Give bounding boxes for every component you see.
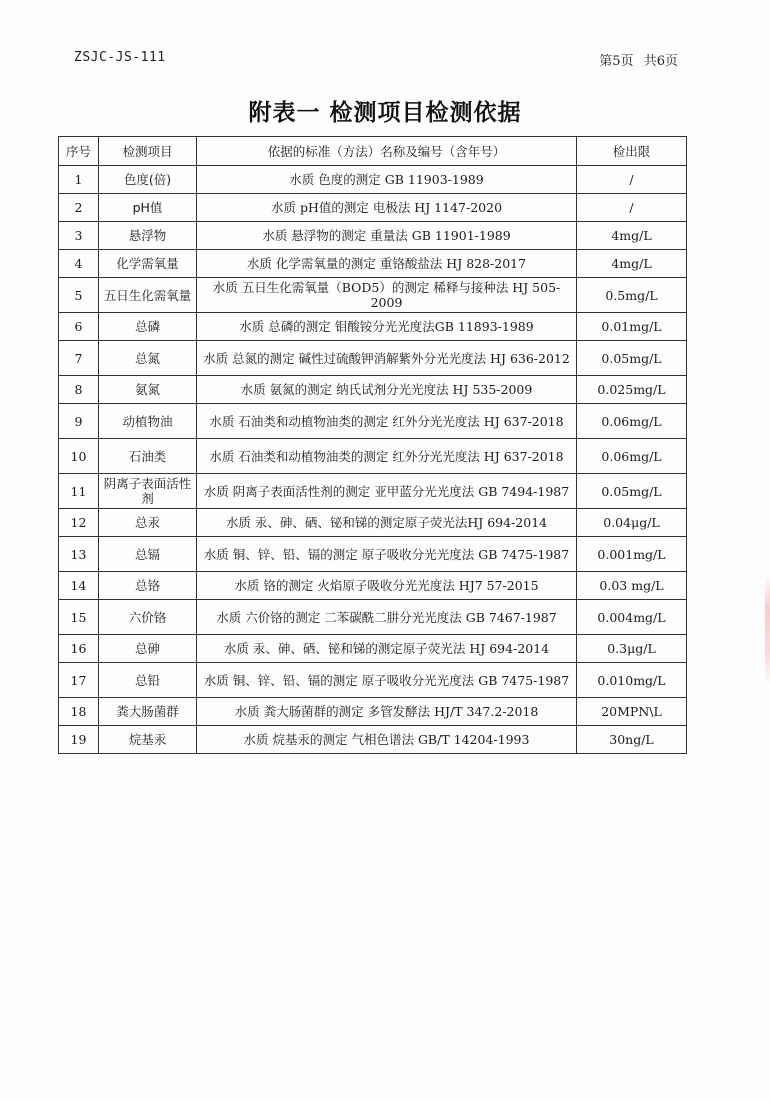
cell-limit: / — [577, 166, 687, 194]
cell-limit: 0.04μg/L — [577, 509, 687, 537]
column-header-no: 序号 — [59, 137, 99, 166]
cell-item: 阴离子表面活性剂 — [99, 474, 197, 509]
cell-standard: 水质 pH值的测定 电极法 HJ 1147-2020 — [197, 194, 577, 222]
cell-limit: 0.5mg/L — [577, 278, 687, 313]
cell-no: 4 — [59, 250, 99, 278]
cell-item: 总砷 — [99, 635, 197, 663]
detection-basis-table — [58, 136, 687, 754]
cell-standard: 水质 石油类和动植物油类的测定 红外分光光度法 HJ 637-2018 — [197, 404, 577, 439]
cell-standard: 水质 汞、砷、硒、铋和锑的测定原子荧光法 HJ 694-2014 — [197, 635, 577, 663]
cell-standard: 水质 化学需氧量的测定 重铬酸盐法 HJ 828-2017 — [197, 250, 577, 278]
cell-no: 12 — [59, 509, 99, 537]
cell-item: 五日生化需氧量 — [99, 278, 197, 313]
cell-no: 13 — [59, 537, 99, 572]
cell-item: 总汞 — [99, 509, 197, 537]
page-total: 共6页 — [643, 54, 678, 69]
table-row — [59, 313, 687, 341]
table-row — [59, 439, 687, 474]
column-header-item: 检测项目 — [99, 137, 197, 166]
table-row — [59, 663, 687, 698]
cell-standard: 水质 阴离子表面活性剂的测定 亚甲蓝分光光度法 GB 7494-1987 — [197, 474, 577, 509]
cell-item: 总氮 — [99, 341, 197, 376]
cell-item: 化学需氧量 — [99, 250, 197, 278]
cell-limit: 0.03 mg/L — [577, 572, 687, 600]
table-row — [59, 474, 687, 509]
cell-item: 氨氮 — [99, 376, 197, 404]
cell-no: 14 — [59, 572, 99, 600]
cell-limit: 20MPN\L — [577, 698, 687, 726]
table-row — [59, 250, 687, 278]
cell-standard: 水质 烷基汞的测定 气相色谱法 GB/T 14204-1993 — [197, 726, 577, 754]
cell-limit: 4mg/L — [577, 250, 687, 278]
cell-no: 6 — [59, 313, 99, 341]
table-row — [59, 166, 687, 194]
cell-limit: 0.06mg/L — [577, 404, 687, 439]
cell-limit: 0.3μg/L — [577, 635, 687, 663]
cell-limit: 0.05mg/L — [577, 341, 687, 376]
table-row — [59, 600, 687, 635]
table-row — [59, 341, 687, 376]
cell-limit: 0.06mg/L — [577, 439, 687, 474]
column-header-limit: 检出限 — [577, 137, 687, 166]
cell-item: 总铬 — [99, 572, 197, 600]
cell-item: 总镉 — [99, 537, 197, 572]
cell-no: 16 — [59, 635, 99, 663]
table-row — [59, 635, 687, 663]
table-row — [59, 194, 687, 222]
table-row — [59, 278, 687, 313]
cell-no: 8 — [59, 376, 99, 404]
cell-standard: 水质 铜、锌、铅、镉的测定 原子吸收分光光度法 GB 7475-1987 — [197, 537, 577, 572]
cell-no: 18 — [59, 698, 99, 726]
cell-item: 动植物油 — [99, 404, 197, 439]
cell-limit: 0.025mg/L — [577, 376, 687, 404]
cell-no: 2 — [59, 194, 99, 222]
cell-no: 9 — [59, 404, 99, 439]
cell-item: 总铅 — [99, 663, 197, 698]
cell-no: 10 — [59, 439, 99, 474]
cell-no: 5 — [59, 278, 99, 313]
cell-no: 3 — [59, 222, 99, 250]
cell-standard: 水质 氨氮的测定 纳氏试剂分光光度法 HJ 535-2009 — [197, 376, 577, 404]
cell-limit: 0.010mg/L — [577, 663, 687, 698]
cell-limit: 0.004mg/L — [577, 600, 687, 635]
column-header-standard: 依据的标准（方法）名称及编号（含年号） — [197, 137, 577, 166]
document-code: ZSJC-JS-111 — [74, 50, 166, 65]
cell-item: 总磷 — [99, 313, 197, 341]
cell-standard: 水质 色度的测定 GB 11903-1989 — [197, 166, 577, 194]
cell-standard: 水质 五日生化需氧量（BOD5）的测定 稀释与接种法 HJ 505-2009 — [197, 278, 577, 313]
cell-item: 烷基汞 — [99, 726, 197, 754]
cell-standard: 水质 悬浮物的测定 重量法 GB 11901-1989 — [197, 222, 577, 250]
cell-no: 7 — [59, 341, 99, 376]
cell-standard: 水质 总氮的测定 碱性过硫酸钾消解紫外分光光度法 HJ 636-2012 — [197, 341, 577, 376]
table-row — [59, 572, 687, 600]
cell-item: 色度(倍) — [99, 166, 197, 194]
cell-no: 11 — [59, 474, 99, 509]
seal-edge-mark — [765, 575, 770, 685]
cell-standard: 水质 铬的测定 火焰原子吸收分光光度法 HJ7 57-2015 — [197, 572, 577, 600]
page-current: 第5页 — [599, 54, 634, 69]
cell-no: 17 — [59, 663, 99, 698]
cell-item: 六价铬 — [99, 600, 197, 635]
cell-no: 15 — [59, 600, 99, 635]
table-header-row — [59, 137, 687, 166]
cell-standard: 水质 六价铬的测定 二苯碳酰二肼分光光度法 GB 7467-1987 — [197, 600, 577, 635]
cell-no: 1 — [59, 166, 99, 194]
table-row — [59, 376, 687, 404]
cell-limit: 0.01mg/L — [577, 313, 687, 341]
cell-limit: 0.05mg/L — [577, 474, 687, 509]
table-row — [59, 698, 687, 726]
table-row — [59, 509, 687, 537]
table-row — [59, 726, 687, 754]
page-title: 附表一 检测项目检测依据 — [248, 100, 522, 126]
table-row — [59, 404, 687, 439]
cell-item: 粪大肠菌群 — [99, 698, 197, 726]
table-row — [59, 222, 687, 250]
cell-limit: 4mg/L — [577, 222, 687, 250]
cell-item: 悬浮物 — [99, 222, 197, 250]
cell-standard: 水质 石油类和动植物油类的测定 红外分光光度法 HJ 637-2018 — [197, 439, 577, 474]
cell-standard: 水质 铜、锌、铅、镉的测定 原子吸收分光光度法 GB 7475-1987 — [197, 663, 577, 698]
cell-no: 19 — [59, 726, 99, 754]
cell-item: pH值 — [99, 194, 197, 222]
page-number — [593, 50, 678, 69]
cell-standard: 水质 粪大肠菌群的测定 多管发酵法 HJ/T 347.2-2018 — [197, 698, 577, 726]
cell-limit: 0.001mg/L — [577, 537, 687, 572]
table-row — [59, 537, 687, 572]
cell-limit: / — [577, 194, 687, 222]
cell-standard: 水质 汞、砷、硒、铋和锑的测定原子荧光法HJ 694-2014 — [197, 509, 577, 537]
cell-standard: 水质 总磷的测定 钼酸铵分光光度法GB 11893-1989 — [197, 313, 577, 341]
cell-item: 石油类 — [99, 439, 197, 474]
cell-limit: 30ng/L — [577, 726, 687, 754]
